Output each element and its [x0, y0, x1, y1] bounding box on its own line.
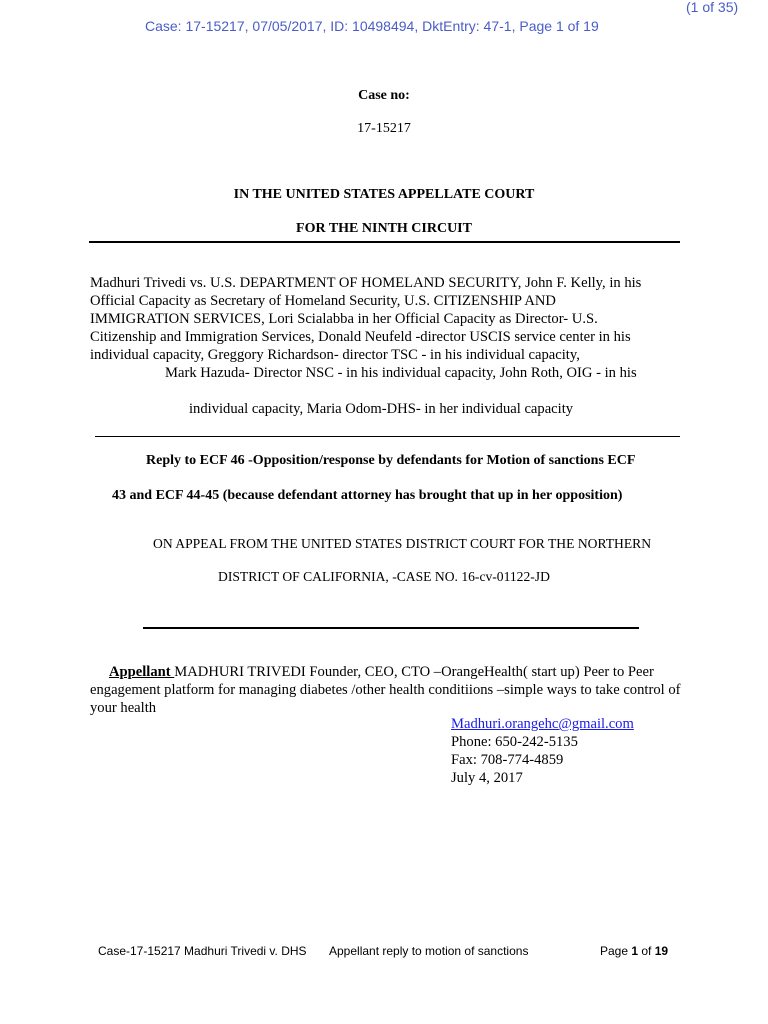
parties-line-1: Madhuri Trivedi vs. U.S. DEPARTMENT OF HOMELAND SECURITY, John F. Kelly, in his — [90, 275, 642, 291]
case-number: 17-15217 — [357, 121, 411, 136]
case-label: Case no: — [358, 88, 410, 103]
contact-block — [451, 715, 634, 787]
appeal-line-2: DISTRICT OF CALIFORNIA, -CASE NO. 16-cv-01122-JD — [218, 569, 550, 584]
case-stamp: Case: 17-15217, 07/05/2017, ID: 10498494, DktEntry: 47-1, Page 1 of 19 — [145, 18, 599, 34]
parties-line-6: Mark Hazuda- Director NSC - in his individual capacity, John Roth, OIG - in his — [165, 365, 637, 381]
date-text: July 4, 2017 — [451, 770, 523, 786]
reply-title-line-1: Reply to ECF 46 -Opposition/response by defendants for Motion of sanctions ECF — [146, 453, 636, 468]
appellant-line-2: engagement platform for managing diabetes /other health conditiions –simple ways to take control of — [90, 682, 681, 698]
court-divider — [89, 241, 680, 243]
email-link[interactable]: Madhuri.orangehc@gmail.com — [451, 716, 634, 732]
appellant-line-1: MADHURI TRIVEDI Founder, CEO, CTO –OrangeHealth( start up) Peer to Peer — [174, 664, 654, 680]
parties-line-7: individual capacity, Maria Odom-DHS- in her individual capacity — [189, 401, 574, 417]
footer-page — [600, 944, 668, 958]
page-counter: (1 of 35) — [686, 0, 739, 15]
fax-text: Fax: 708-774-4859 — [451, 752, 564, 768]
parties-divider — [95, 436, 680, 437]
footer-page-total: 19 — [654, 944, 669, 958]
appellant-line-3: your health — [90, 700, 157, 716]
court-title: IN THE UNITED STATES APPELLATE COURT — [233, 187, 535, 202]
phone-text: Phone: 650-242-5135 — [451, 734, 578, 750]
appellant-label: Appellant — [109, 664, 175, 680]
appellant-block — [90, 663, 690, 717]
footer-of-label: of — [638, 944, 655, 958]
appeal-line-1: ON APPEAL FROM THE UNITED STATES DISTRICT COURT FOR THE NORTHERN — [153, 536, 652, 551]
court-circuit: FOR THE NINTH CIRCUIT — [296, 221, 472, 236]
reply-title-line-2: 43 and ECF 44-45 (because defendant attorney has brought that up in her opposition) — [112, 488, 623, 503]
footer-page-label: Page — [600, 944, 632, 958]
parties-line-5: individual capacity, Greggory Richardson- director TSC - in his individual capacity, — [90, 347, 580, 363]
footer-case: Case-17-15217 Madhuri Trivedi v. DHS — [98, 944, 307, 958]
appeal-divider — [143, 627, 639, 629]
footer-title: Appellant reply to motion of sanctions — [329, 944, 529, 958]
parties-line-4: Citizenship and Immigration Services, Donald Neufeld -director USCIS service center in his — [90, 329, 631, 345]
footer-page-number: 1 — [631, 944, 639, 958]
parties-line-3: IMMIGRATION SERVICES, Lori Scialabba in her Official Capacity as Director- U.S. — [90, 311, 598, 327]
parties-line-2: Official Capacity as Secretary of Homeland Security, U.S. CITIZENSHIP AND — [90, 293, 556, 309]
